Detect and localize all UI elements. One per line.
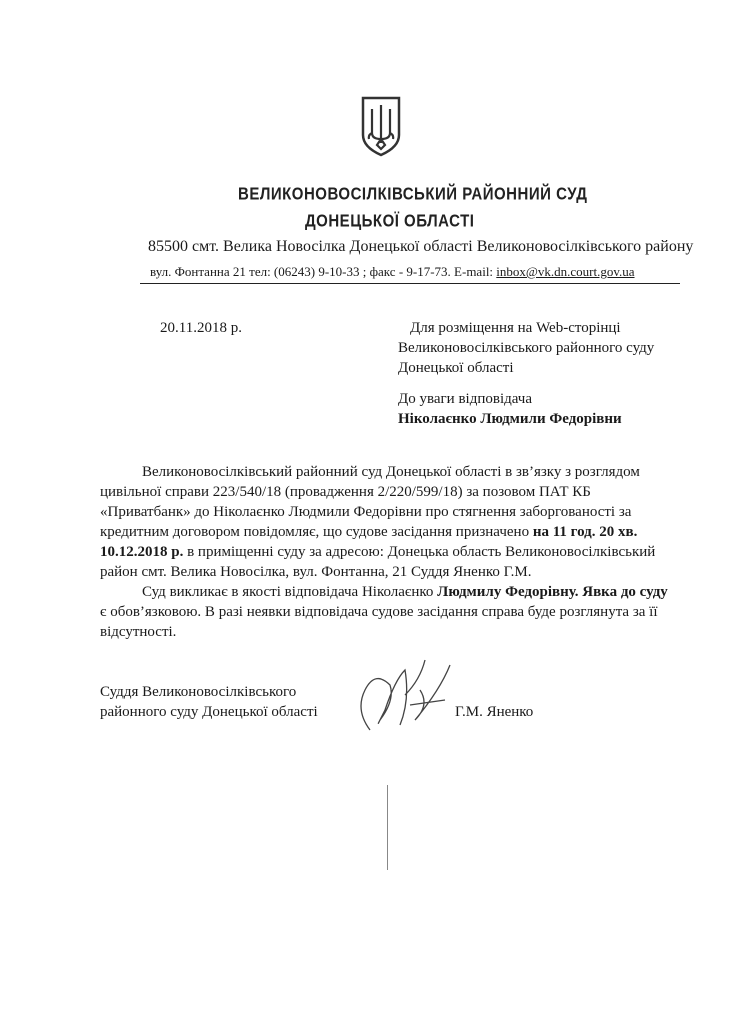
body-line: є обов’язковою. В разі неявки відповідача судове засідання справа буде розглянута за її — [100, 604, 658, 620]
signature-title: районного суду Донецької області — [100, 704, 318, 720]
hearing-date: 10.12.2018 р. — [100, 544, 184, 560]
body-text: Суд викликає в якості відповідача Ніколаєнко — [142, 584, 438, 600]
body-line — [100, 542, 655, 562]
recipient-line: Великоновосілківського районного суду — [398, 340, 655, 356]
body-line: Великоновосілківський районний суд Донецької області в зв’язку з розглядом — [142, 464, 640, 480]
court-address: 85500 смт. Велика Новосілка Донецької області Великоновосілківського району — [148, 238, 694, 255]
court-name: ВЕЛИКОНОВОСІЛКІВСЬКИЙ РАЙОННИЙ СУД — [238, 184, 588, 205]
document-date: 20.11.2018 р. — [160, 320, 242, 336]
signature-title: Суддя Великоновосілківського — [100, 684, 297, 700]
recipient-line: Для розміщення на Web-сторінці — [410, 320, 621, 336]
judge-name: Г.М. Яненко — [455, 704, 534, 720]
email-link[interactable]: inbox@vk.dn.court.gov.ua — [496, 264, 635, 279]
body-line: район смт. Велика Новосілка, вул. Фонтанна, 21 Суддя Яненко Г.М. — [100, 564, 532, 580]
contacts-text: вул. Фонтанна 21 тел: (06243) 9-10-33 ; факс - 9-17-73. E-mail: — [150, 264, 497, 279]
body-text: в приміщенні суду за адресою: Донецька область Великоновосілківський — [183, 544, 656, 560]
handwritten-signature — [350, 650, 465, 740]
scan-line-artifact — [387, 785, 388, 870]
header-divider — [140, 283, 680, 284]
recipient-line: Донецької області — [398, 360, 514, 376]
court-contacts — [150, 264, 635, 280]
body-line: цивільної справи 223/540/18 (провадження 2/220/599/18) за позовом ПАТ КБ — [100, 484, 591, 500]
attention-line: До уваги відповідача — [398, 391, 533, 407]
hearing-time: на 11 год. 20 хв. — [532, 524, 638, 540]
body-bold-text: Людмилу Федорівну. Явка до суду — [437, 584, 668, 600]
court-region: ДОНЕЦЬКОЇ ОБЛАСТІ — [305, 211, 475, 232]
trident-emblem-icon — [360, 95, 402, 157]
body-line — [142, 582, 668, 602]
body-line: відсутності. — [100, 624, 177, 640]
body-line — [100, 522, 637, 542]
defendant-name: Ніколаєнко Людмили Федорівни — [398, 411, 622, 427]
body-text: кредитним договором повідомляє, що судове засідання призначено — [100, 524, 533, 540]
body-line: «Приватбанк» до Ніколаєнко Людмили Федорівни про стягнення заборгованості за — [100, 504, 632, 520]
